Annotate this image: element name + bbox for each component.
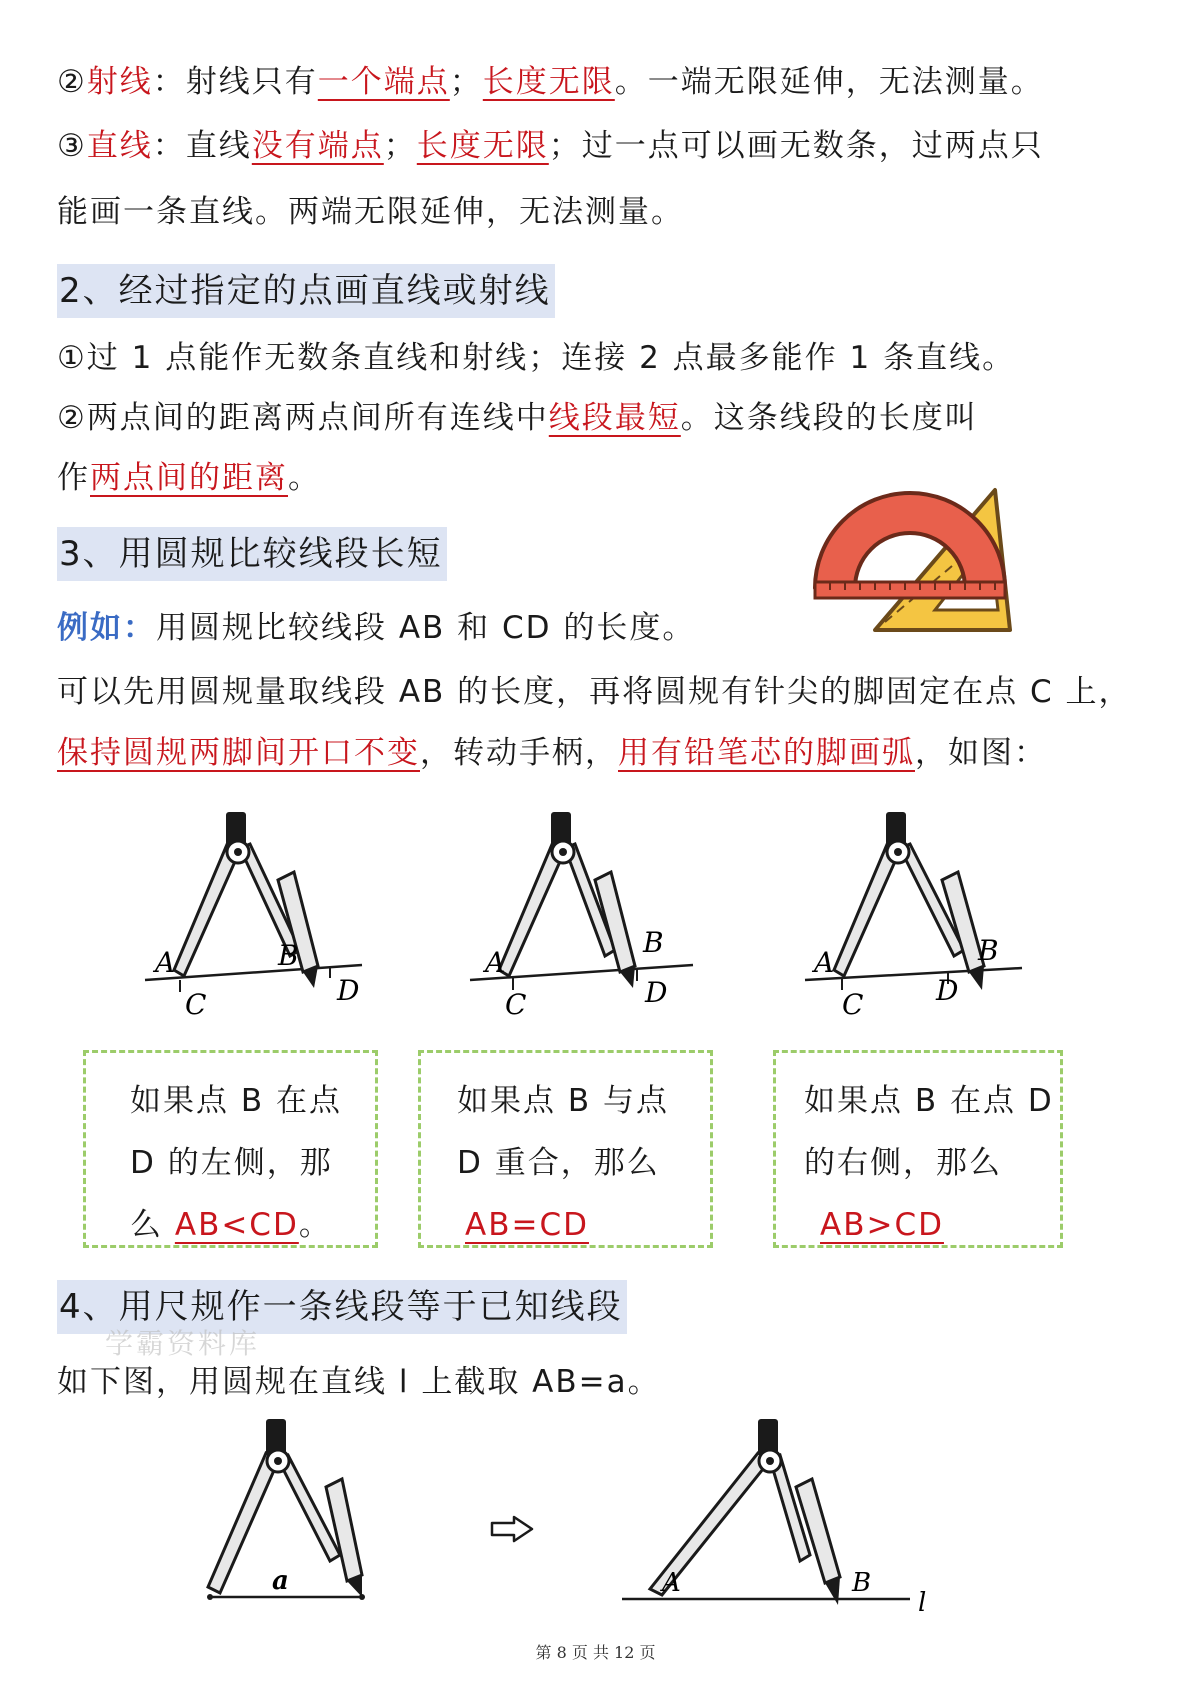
label-A-4: A	[662, 1568, 681, 1598]
compass-figure-middle	[465, 800, 705, 1020]
result-greater: AB>CD	[820, 1207, 944, 1243]
watermark: 学霸资料库	[105, 1327, 261, 1360]
label-A-1: A	[155, 946, 176, 979]
label-A-3: A	[814, 946, 835, 979]
example-line: 例如：用圆规比较线段 AB 和 CD 的长度。	[57, 610, 696, 646]
label-A-2: A	[485, 946, 506, 979]
construction-instruction: 如下图，用圆规在直线 l 上截取 AB=a。	[57, 1364, 661, 1400]
compass-figure-right	[800, 800, 1040, 1020]
keyword-distance: 两点间的距离	[90, 460, 288, 496]
label-a: a	[272, 1566, 289, 1596]
label-D-1: D	[337, 974, 360, 1007]
line-definition-continued: 能画一条直线。两端无限延伸，无法测量。	[57, 194, 684, 230]
keyword-segment-shortest: 线段最短	[548, 400, 681, 436]
comparison-box-right: 如果点 B 在点 D 的右侧，那么 AB>CD	[773, 1050, 1063, 1248]
term-line: 直线	[86, 128, 153, 164]
line-definition-line: ③直线：直线没有端点；长度无限；过一点可以画无数条，过两点只	[57, 128, 1044, 164]
keyword-one-endpoint: 一个端点	[317, 64, 450, 100]
arrow-right-icon	[490, 1515, 534, 1543]
point-line-rule: ①过 1 点能作无数条直线和射线；连接 2 点最多能作 1 条直线。	[57, 340, 1016, 376]
compass-cut-on-line-l	[620, 1405, 940, 1620]
label-B-3: B	[978, 934, 999, 967]
label-C-3: C	[842, 988, 864, 1020]
keyword-draw-arc: 用有铅笔芯的脚画弧	[618, 735, 915, 771]
label-D-3: D	[936, 974, 959, 1007]
compass-figure-left	[140, 800, 380, 1020]
heading-section-4: 4、用尺规作一条线段等于已知线段	[57, 1280, 627, 1334]
label-B-4: B	[852, 1568, 872, 1598]
compass-measure-a	[180, 1405, 390, 1620]
term-ray: 射线	[86, 64, 153, 100]
keyword-infinite-length-2: 长度无限	[416, 128, 549, 164]
distance-rule-line: ②两点间的距离两点间所有连线中线段最短。这条线段的长度叫	[57, 400, 978, 436]
heading-section-2: 2、经过指定的点画直线或射线	[57, 264, 555, 318]
keyword-keep-opening: 保持圆规两脚间开口不变	[57, 735, 420, 771]
comparison-box-middle: 如果点 B 与点 D 重合，那么 AB=CD	[418, 1050, 713, 1248]
example-label: 例如：	[57, 610, 156, 646]
keyword-no-endpoint: 没有端点	[251, 128, 384, 164]
result-less: AB<CD	[174, 1207, 299, 1243]
ray-definition-line: ②射线：射线只有一个端点；长度无限。一端无限延伸，无法测量。	[57, 64, 1044, 100]
label-D-2: D	[645, 976, 668, 1009]
ruler-illustration	[800, 470, 1020, 640]
label-l: l	[918, 1588, 927, 1618]
method-line-continued: 保持圆规两脚间开口不变，转动手柄，用有铅笔芯的脚画弧，如图：	[57, 735, 1047, 771]
heading-section-3: 3、用圆规比较线段长短	[57, 527, 447, 581]
label-C-2: C	[505, 988, 527, 1020]
result-equal: AB=CD	[465, 1207, 589, 1243]
method-line: 可以先用圆规量取线段 AB 的长度，再将圆规有针尖的脚固定在点 C 上，	[57, 674, 1132, 710]
label-C-1: C	[185, 988, 207, 1020]
comparison-box-left: 如果点 B 在点 D 的左侧，那 么 AB<CD。	[83, 1050, 378, 1248]
page-footer: 第 8 页 共 12 页	[535, 1643, 656, 1662]
keyword-infinite-length: 长度无限	[482, 64, 615, 100]
distance-rule-continued: 作两点间的距离。	[57, 460, 321, 496]
label-B-1: B	[278, 939, 299, 972]
label-B-2: B	[643, 926, 664, 959]
